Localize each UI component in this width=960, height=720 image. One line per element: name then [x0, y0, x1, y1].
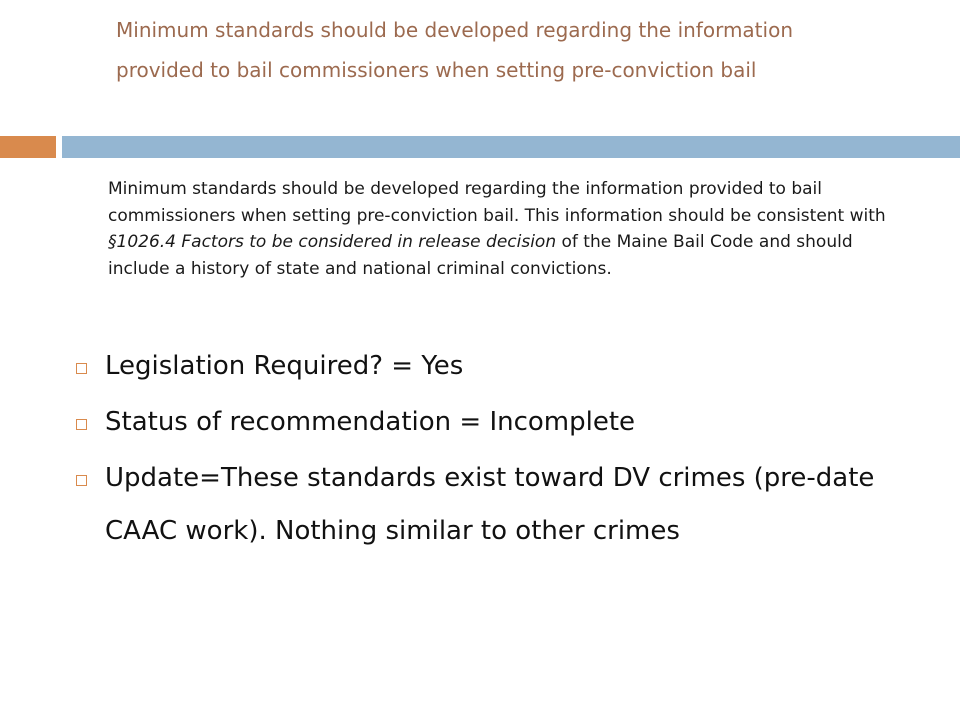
bullet-text-status: Status of recommendation = Incomplete — [105, 407, 636, 437]
accent-bar-blue — [62, 136, 960, 158]
intro-paragraph — [108, 176, 888, 282]
hollow-square-bullet-icon — [76, 475, 87, 486]
accent-bar-orange — [0, 136, 56, 158]
intro-text-end: of the Maine Bail Code and should include a history of state and national criminal convictions. — [108, 232, 853, 279]
bullet-item — [76, 452, 876, 558]
bullet-list — [76, 340, 876, 561]
bullet-text-update: Update=These standards exist toward DV crimes (pre-date CAAC work). Nothing similar to other crimes — [105, 463, 875, 546]
bullet-text-legislation: Legislation Required? = Yes — [105, 351, 464, 381]
intro-text-citation: §1026.4 Factors to be considered in release decision — [108, 232, 557, 252]
hollow-square-bullet-icon — [76, 419, 87, 430]
bullet-item — [76, 396, 876, 449]
bullet-item — [76, 340, 876, 393]
intro-text-start: Minimum standards should be developed regarding the information provided to bail commissioners when setting pre-conviction bail. This information should be consistent with — [108, 179, 886, 226]
slide-title: Minimum standards should be developed regarding the information provided to bail commissioners when setting pre-conviction bail — [116, 18, 793, 82]
hollow-square-bullet-icon — [76, 363, 87, 374]
